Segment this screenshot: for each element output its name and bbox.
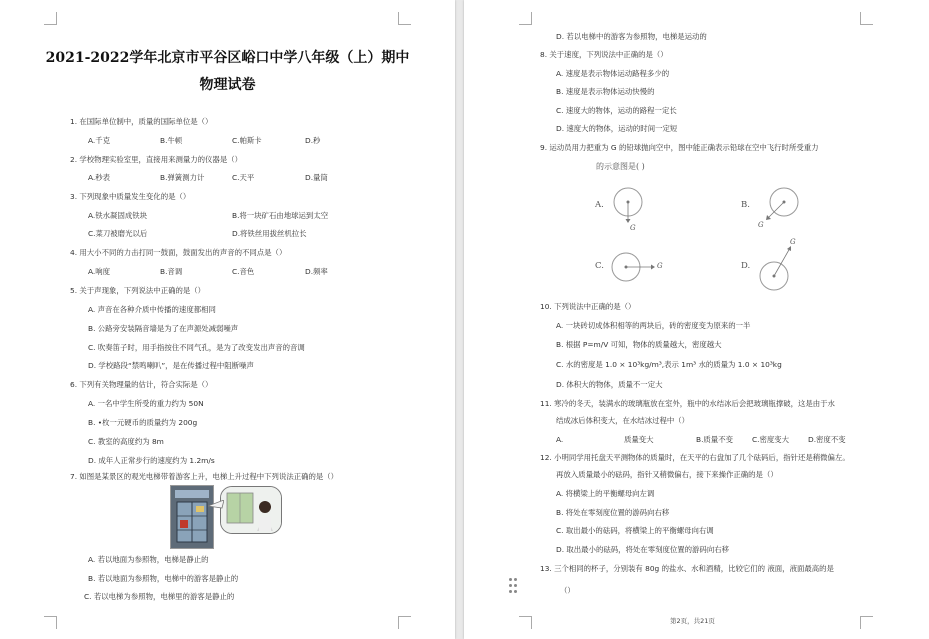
option-b: B.质量不变	[696, 435, 733, 444]
option-b: B.将一块矿石由地球运到太空	[232, 211, 329, 220]
question-2: 2. 学校物理实验室里，直接用来测量力的仪器是（）	[70, 155, 242, 164]
document-page-left	[0, 0, 455, 639]
option-d: D. 体积大的物体，质量不一定大	[556, 380, 663, 389]
question-9: 9. 运动员用力把重为 G 的铅球抛向空中，图中能正确表示铅球在空中飞行时所受重力	[540, 143, 819, 152]
option-d: D. 成年人正常步行的速度约为 1.2m/s	[88, 456, 215, 465]
option-c: C. 水的密度是 1.0 × 10³kg/m³,表示 1m³ 水的质量为 1.0 × 10³kg	[556, 360, 782, 369]
option-c: C. 若以电梯为参照物，电梯里的游客是静止的	[84, 592, 235, 601]
gravity-label: G	[790, 238, 796, 246]
option-c: C. 教室的高度约为 8m	[88, 437, 164, 446]
gravity-diagram-d	[754, 238, 804, 296]
crop-mark	[519, 616, 532, 629]
option-d: D.量筒	[305, 173, 328, 182]
option-d: D.密度不变	[808, 435, 846, 444]
page-number: 第2页，共21页	[670, 617, 715, 625]
question-3: 3. 下列现象中质量发生变化的是（）	[70, 192, 191, 201]
gravity-label: G	[657, 262, 663, 270]
drag-handle-icon[interactable]	[509, 578, 517, 594]
option-c: C.帕斯卡	[232, 136, 262, 145]
crop-mark	[860, 616, 873, 629]
option-b: B. 根据 P=m/V 可知，物体的质量越大，密度越大	[556, 340, 722, 349]
gravity-label: G	[630, 224, 636, 232]
option-c: C.天平	[232, 173, 255, 182]
page-title: 2021-2022学年北京市平谷区峪口中学八年级（上）期中	[45, 50, 410, 66]
crop-mark	[860, 12, 873, 25]
option-d: D.秒	[305, 136, 321, 145]
option-d: D. 学校路段“禁鸣喇叭”，是在传播过程中阻断噪声	[88, 361, 254, 370]
option-a-label: A.	[556, 435, 564, 444]
option-d: D. 速度大的物体，运动的时间一定短	[556, 124, 678, 133]
option-b: B.牛顿	[160, 136, 183, 145]
page-subtitle: 物理试卷	[199, 77, 256, 93]
option-a: A. 一块砖切成体积相等的两块后，砖的密度变为原来的一半	[556, 321, 751, 330]
option-c: C.密度变大	[752, 435, 790, 444]
option-a: A. 速度是表示物体运动路程多少的	[556, 69, 670, 78]
crop-mark	[398, 616, 411, 629]
question-6: 6. 下列有关物理量的估计，符合实际是（）	[70, 380, 213, 389]
crop-mark	[398, 12, 411, 25]
question-5: 5. 关于声现象，下列说法中正确的是（）	[70, 286, 206, 295]
option-d: D.频率	[305, 267, 328, 276]
elevator-photo	[170, 485, 214, 549]
figure-label-d: D.	[741, 261, 751, 271]
option-a: A. 将横梁上的平衡螺母向左调	[556, 489, 655, 498]
question-12: 12. 小明同学用托盘天平测物体的质量时，在天平的右盘加了几个砝码后，指针还是稍微偏左。	[540, 453, 850, 462]
callout-pointer	[208, 500, 224, 510]
question-13: 13. 三个相同的杯子，分别装有 80g 的盐水、水和酒精，比较它们的 液面，液面最高的是	[540, 564, 834, 573]
option-a: A. 一名中学生所受的重力约为 50N	[88, 399, 204, 408]
figure-label-b: B.	[741, 200, 750, 210]
option-c: C.菜刀被磨光以后	[88, 229, 148, 238]
document-page-right	[464, 0, 929, 639]
question-1: 1. 在国际单位制中，质量的国际单位是（）	[70, 117, 213, 126]
figure-label-c: C.	[595, 261, 604, 271]
option-b: B. 公路旁安装隔音墙是为了在声源处减弱噪声	[88, 324, 239, 333]
option-d: D.将铁丝用拔丝机拉长	[232, 229, 307, 238]
option-b: B.音调	[160, 267, 183, 276]
option-a-text: 质量变大	[624, 435, 654, 444]
crop-mark	[44, 616, 57, 629]
figure-label-a: A.	[595, 200, 604, 210]
option-b: B. •枚一元硬币的质量约为 200g	[88, 418, 198, 427]
option-a: A.秒表	[88, 173, 111, 182]
option-c: C. 取出最小的砝码，将横梁上的平衡螺母向右调	[556, 526, 714, 535]
question-12-continued: 再放入质量最小的砝码，指针又稍微偏右，接下来操作正确的是（）	[556, 470, 778, 479]
option-a: A. 若以地面为参照物，电梯是静止的	[88, 555, 209, 564]
option-c: C.音色	[232, 267, 255, 276]
option-a: A.响度	[88, 267, 111, 276]
question-11: 11. 寒冷的冬天，装满水的玻璃瓶放在室外，瓶中的水结冰后会把玻璃瓶撑破，这是由于水	[540, 399, 835, 408]
option-b: B. 速度是表示物体运动快慢的	[556, 87, 655, 96]
option-b: B. 若以地面为参照物，电梯中的游客是静止的	[88, 574, 239, 583]
option-b: B. 将处在零刻度位置的游码向右移	[556, 508, 670, 517]
option-a: A.千克	[88, 136, 111, 145]
option-c: C. 吹奏笛子时，用手指按住不同气孔，是为了改变发出声音的音调	[88, 343, 305, 352]
option-d: D. 取出最小的砝码，将处在零刻度位置的游码向右移	[556, 545, 729, 554]
question-10: 10. 下列说法中正确的是（）	[540, 302, 636, 311]
elevator-inset-photo	[220, 486, 282, 534]
question-11-continued: 结成冰后体积变大，在水结冰过程中（）	[556, 416, 690, 425]
option-d: D. 若以电梯中的游客为参照物，电梯是运动的	[556, 32, 707, 41]
option-a: A. 声音在各种介质中传播的速度都相同	[88, 305, 216, 314]
question-13-continued: （）	[560, 586, 575, 595]
option-c: C. 速度大的物体，运动的路程一定长	[556, 106, 677, 115]
question-8: 8. 关于速度，下列说法中正确的是（）	[540, 50, 668, 59]
question-4: 4. 用大小不同的力击打同一鼓面，鼓面发出的声音的不同点是（）	[70, 248, 287, 257]
option-b: B.弹簧测力计	[160, 173, 205, 182]
gravity-label: G	[758, 221, 764, 229]
question-9-continued: 的示意图是( )	[596, 162, 645, 171]
crop-mark	[44, 12, 57, 25]
question-7: 7. 如图是某景区的观光电梯带着游客上升，电梯上升过程中下列说法正确的是（）	[70, 472, 339, 481]
crop-mark	[519, 12, 532, 25]
option-a: A.铁水凝固成铁块	[88, 211, 148, 220]
